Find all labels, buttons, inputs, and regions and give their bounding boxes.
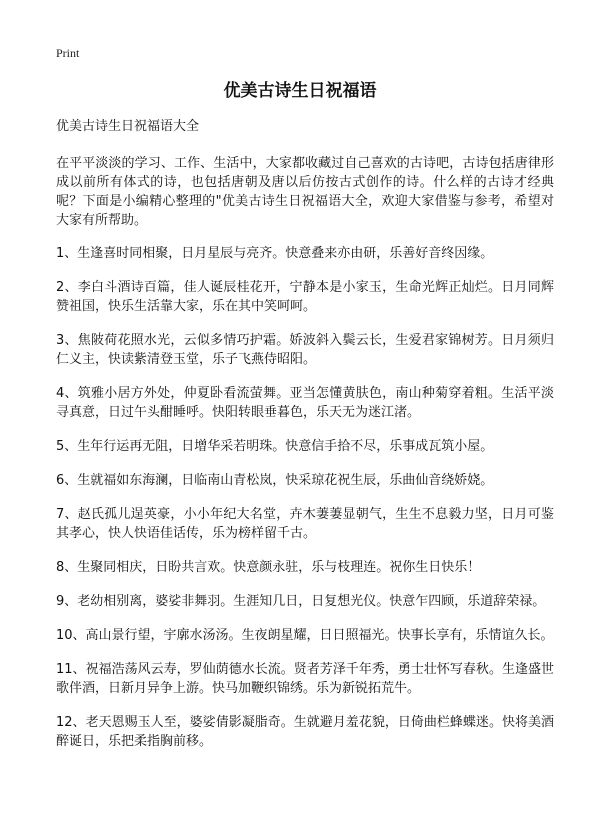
list-item: 4、筑雅小居方外处，仲夏卧看流萤舞。亚当怎懂黄肤色，南山种菊穿着粗。生活平淡寻真意，日过午头酣睡呼。快阳转眼垂暮色，乐天无为迷江渚。 bbox=[56, 386, 554, 420]
print-link[interactable]: Print bbox=[56, 46, 80, 60]
list-item: 8、生聚同相庆，日盼共言欢。快意颜永驻，乐与枝理连。祝你生日快乐！ bbox=[56, 560, 481, 575]
list-item: 6、生就福如东海澜，日临南山青松岚，快采琼花祝生辰，乐曲仙音绕娇娆。 bbox=[56, 473, 494, 488]
list-item: 5、生年行运再无阻，日增华采若明珠。快意信手拾不尽，乐事成瓦筑小屋。 bbox=[56, 439, 494, 454]
list-item: 11、祝福浩荡风云寿，罗仙荫德水长流。贤者芳泽千年秀，勇士壮怀写春秋。生逢盛世歌伴酒，日新月异争上游。快马加鞭织锦绣。乐为新锐拓荒牛。 bbox=[56, 662, 554, 696]
list-item: 7、赵氏孤儿逞英豪，小小年纪大名堂，卉木萋萋显朝气，生生不息毅力坚，日月可鉴其孝心，快人快语佳话传，乐为榜样留千古。 bbox=[56, 507, 554, 541]
list-item: 3、焦陂荷花照水光，云似多情巧护霜。娇波斜入鬓云长，生爱君家锦树芳。日月须归仁义主，快读紫清登玉堂，乐子飞燕侍昭阳。 bbox=[56, 333, 554, 367]
intro-paragraph: 在平平淡淡的学习、工作、生活中，大家都收藏过自己喜欢的古诗吧，古诗包括唐律形成以前所有体式的诗，也包括唐朝及唐以后仿按古式创作的诗。什么样的古诗才经典呢？下面是小编精心整理的"优美古诗生日祝福语大全，欢迎大家借鉴与参考，希望对大家有所帮助。 bbox=[56, 156, 554, 228]
list-item: 2、李白斗酒诗百篇，佳人诞辰桂花开，宁静本是小家玉，生命光辉正灿烂。日月同辉赞祖国，快乐生活靠大家，乐在其中笑呵呵。 bbox=[56, 280, 554, 314]
article-body bbox=[56, 118, 554, 766]
list-item: 10、高山景行望，宇廓水汤汤。生夜朗星耀，日日照福光。快事长享有，乐情谊久长。 bbox=[56, 628, 554, 643]
article-subtitle: 优美古诗生日祝福语大全 bbox=[56, 119, 200, 134]
blessing-list bbox=[56, 244, 554, 751]
list-item: 12、老天恩赐玉人至，婆娑倩影凝脂奇。生就避月羞花貌，日倚曲栏蜂蝶迷。快将美酒醉诞日，乐把柔指胸前移。 bbox=[56, 715, 554, 749]
page-title: 优美古诗生日祝福语 bbox=[223, 81, 377, 101]
list-item: 1、生逢喜时同相聚，日月星辰与亮齐。快意叠来亦由研，乐善好音终因缘。 bbox=[56, 246, 494, 261]
list-item: 9、老幼相别离，婆娑非舞羽。生涯知几日，日复想光仪。快意乍四顾，乐道辞荣禄。 bbox=[56, 594, 546, 609]
